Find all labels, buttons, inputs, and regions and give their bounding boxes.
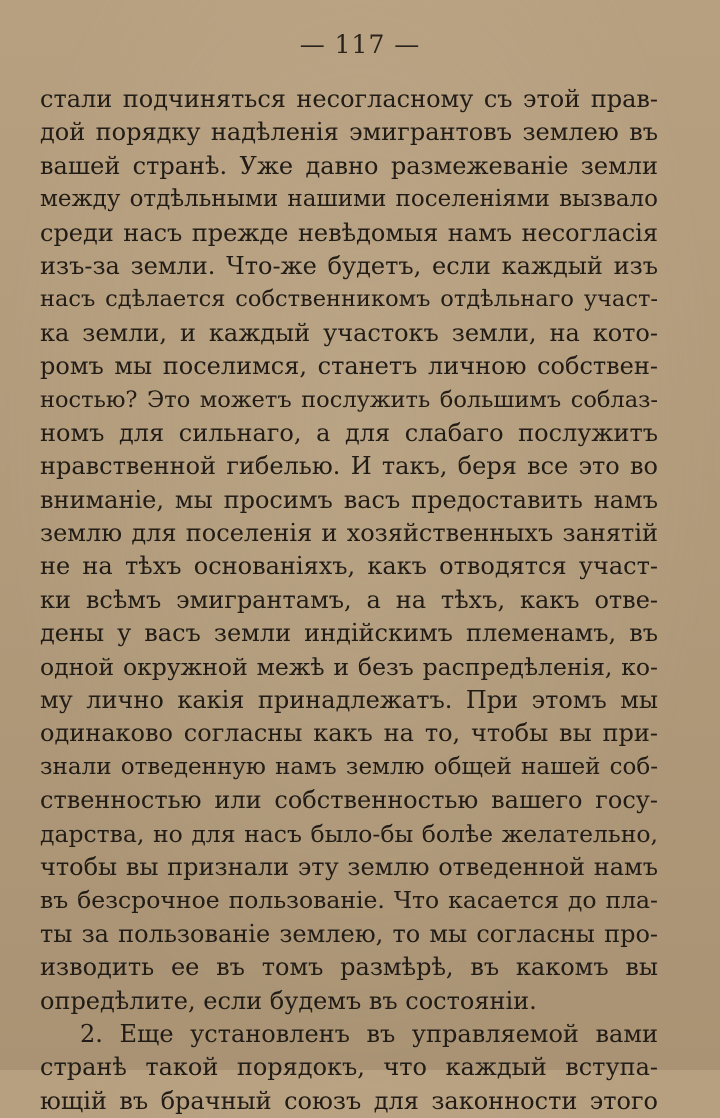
text-line: номъ для сильнаго, а для слабаго послужитъ	[40, 418, 658, 447]
text-line: ка земли, и каждый участокъ земли, на кото-	[40, 318, 658, 347]
text-line: изъ-за земли. Что-же будетъ, если каждый изъ	[40, 251, 658, 280]
text-line: насъ сдѣлается собственникомъ отдѣльнаго участ-	[40, 286, 658, 313]
text-line: одной окружной межѣ и безъ распредѣленія, ко-	[40, 652, 658, 681]
text-line: нравственной гибелью. И такъ, беря все это во	[40, 452, 658, 481]
body-text	[40, 83, 658, 1118]
text-line: стали подчиняться несогласному съ этой прав-	[40, 85, 658, 113]
text-line: изводить ее въ томъ размѣрѣ, въ какомъ вы	[40, 953, 658, 982]
text-line: дарства, но для насъ было-бы болѣе желательно,	[40, 819, 658, 848]
text-line: знали отведенную намъ землю общей нашей соб-	[40, 753, 658, 780]
text-line: вниманіе, мы просимъ васъ предоставить намъ	[40, 485, 658, 514]
text-line: ственностью или собственностью вашего госу-	[40, 786, 658, 815]
paragraph-start-line: 2. Еще установленъ въ управляемой вами	[80, 1019, 658, 1048]
text-line: странѣ такой порядокъ, что каждый вступа-	[40, 1053, 658, 1082]
text-line: среди насъ прежде невѣдомыя намъ несогласія	[40, 218, 658, 247]
text-line: въ безсрочное пользованіе. Что касается до пла-	[40, 886, 658, 915]
text-line: ностью? Это можетъ послужить большимъ соблаз-	[40, 386, 658, 413]
text-line: между отдѣльными нашими поселеніями вызвало	[40, 186, 658, 213]
text-line: му лично какія принадлежатъ. При этомъ мы	[40, 686, 658, 715]
text-line: дой порядку надѣленія эмигрантовъ землею въ	[40, 118, 658, 147]
text-line: ромъ мы поселимся, станетъ личною собствен-	[40, 352, 658, 381]
text-line: ющій въ брачный союзъ для законности этого	[40, 1086, 658, 1115]
text-line: ки всѣмъ эмигрантамъ, а на тѣхъ, какъ отве-	[40, 585, 658, 614]
text-line: не на тѣхъ основаніяхъ, какъ отводятся участ-	[40, 552, 658, 581]
page-number: — 117 —	[299, 30, 421, 59]
text-line: землю для поселенія и хозяйственныхъ занятій	[40, 519, 658, 548]
text-line: вашей странѣ. Уже давно размежеваніе земли	[40, 151, 658, 180]
paragraph-end-line: опредѣлите, если будемъ въ состояніи.	[40, 986, 537, 1015]
text-line: ты за пользованіе землею, то мы согласны про-	[40, 919, 658, 948]
text-line: одинаково согласны какъ на то, чтобы вы при-	[40, 719, 658, 748]
text-line: чтобы вы признали эту землю отведенной намъ	[40, 852, 658, 881]
text-line: дены у васъ земли индійскимъ племенамъ, въ	[40, 619, 658, 648]
